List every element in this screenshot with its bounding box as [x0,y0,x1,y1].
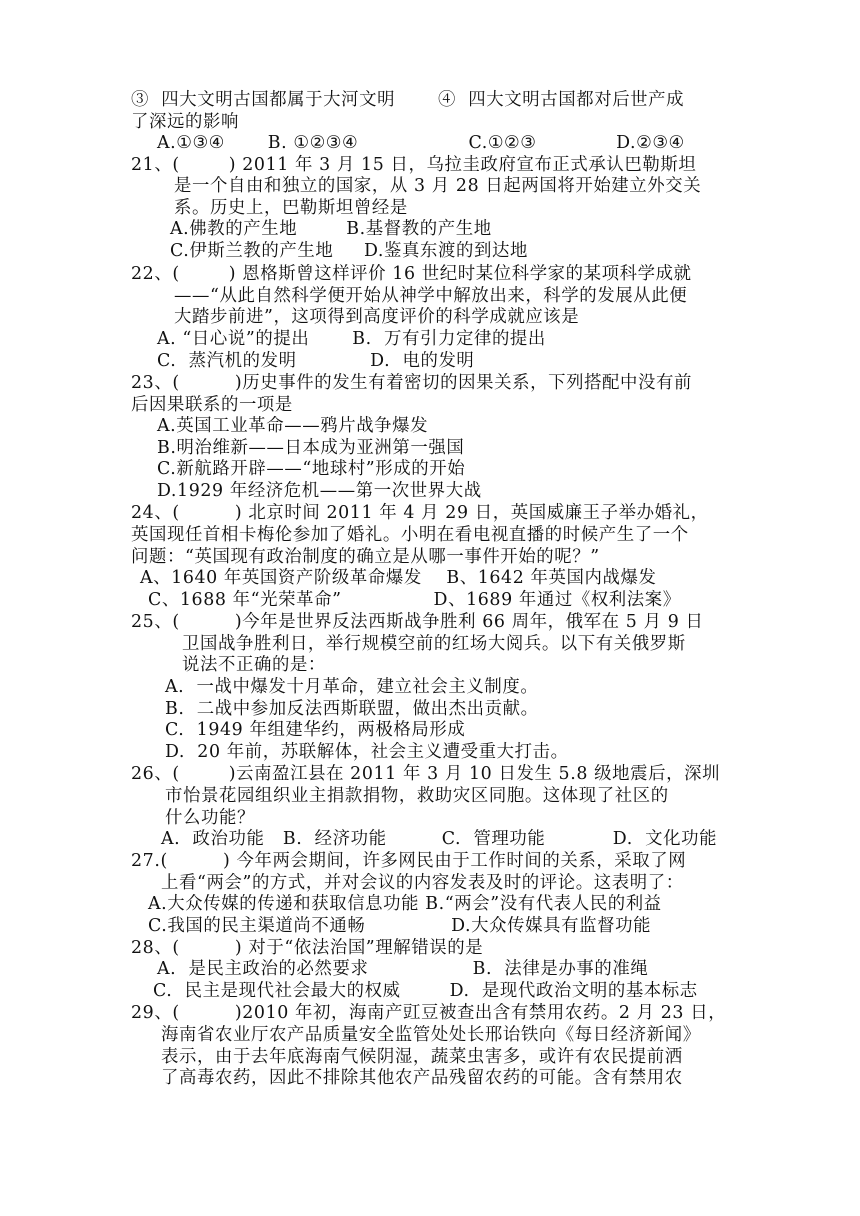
text-line: B.明治维新——日本成为亚洲第一强国 [157,438,465,458]
text-line: D.1929 年经济危机——第一次世界大战 [157,481,482,501]
text-line: 21、( ) 2011 年 3 月 15 日，乌拉圭政府宣布正式承认巴勒斯坦 [131,155,697,175]
text-line: B. 二战中参加反法西斯联盟，做出杰出贡献。 [165,699,539,719]
text-line: C. 蒸汽机的发明 D. 电的发明 [157,351,475,371]
text-line: C.新航路开辟——“地球村”形成的开始 [157,459,466,479]
text-line: ③ 四大文明古国都属于大河文明 ④ 四大文明古国都对后世产成 [131,90,685,110]
text-line: 26、( )云南盈江县在 2011 年 3 月 10 日发生 5.8 级地震后，深圳 [131,764,721,784]
text-line: 卫国战争胜利日，举行规模空前的红场大阅兵。以下有关俄罗斯 [182,634,686,654]
text-line: 市怡景花园组织业主捐款捐物，救助灾区同胞。这体现了社区的 [165,786,669,806]
text-line: A、1640 年英国资产阶级革命爆发 B、1642 年英国内战爆发 [140,568,657,588]
text-line: 系。历史上，巴勒斯坦曾经是 [174,198,408,218]
text-line: 海南省农业厅农产品质量安全监管处处长邢诒铁向《每日经济新闻》 [161,1025,701,1045]
text-line: 了深远的影响 [131,112,239,132]
text-line: C. 1949 年组建华约，两极格局形成 [165,720,466,740]
text-line: 是一个自由和独立的国家，从 3 月 28 日起两国将开始建立外交关 [174,176,702,196]
text-line: A.英国工业革命——鸦片战争爆发 [157,416,429,436]
text-line: C. 民主是现代社会最大的权威 D. 是现代政治文明的基本标志 [153,981,698,1001]
text-line: 24、( ) 北京时间 2011 年 4 月 29 日，英国威廉王子举办婚礼， [131,503,709,523]
text-line: A. 是民主政治的必然要求 B. 法律是办事的准绳 [157,959,649,979]
text-line: 什么功能？ [165,808,255,828]
text-line: 说法不正确的是： [182,655,326,675]
text-line: A. 一战中爆发十月革命，建立社会主义制度。 [165,677,539,697]
text-line: 23、( )历史事件的发生有着密切的因果关系，下列搭配中没有前 [131,373,693,393]
text-line: 了高毒农药，因此不排除其他农产品残留农药的可能。含有禁用农 [161,1068,683,1088]
text-line: 大踏步前进”，这项得到高度评价的科学成就应该是 [174,307,580,327]
text-line: C.伊斯兰教的产生地 D.鉴真东渡的到达地 [170,241,528,261]
text-line: A.佛教的产生地 B.基督教的产生地 [170,219,492,239]
text-line: 后因果联系的一项是 [131,395,293,415]
text-line: C、1688 年“光荣革命” D、1689 年通过《权利法案》 [148,590,681,610]
text-line: 22、( ) 恩格斯曾这样评价 16 世纪时某位科学家的某项科学成就 [131,264,692,284]
text-line: D. 20 年前，苏联解体，社会主义遭受重大打击。 [165,742,569,762]
text-line: A.大众传媒的传递和获取信息功能 B.“两会”没有代表人民的利益 [148,894,662,914]
text-line: 问题：“英国现有政治制度的确立是从哪一事件开始的呢？” [131,547,600,567]
text-line: 英国现任首相卡梅伦参加了婚礼。小明在看电视直播的时候产生了一个 [131,525,689,545]
text-line: 28、( ) 对于“依法治国”理解错误的是 [131,938,484,958]
text-line: 表示，由于去年底海南气候阴湿，蔬菜虫害多，或许有农民提前洒 [161,1047,683,1067]
text-line: 25、( )今年是世界反法西斯战争胜利 66 周年，俄军在 5 月 9 日 [131,612,704,632]
text-line: ——“从此自然科学便开始从神学中解放出来，科学的发展从此便 [174,286,688,306]
text-line: A. “日心说”的提出 B. 万有引力定律的提出 [157,329,546,349]
text-line: 上看“两会”的方式，并对会议的内容发表及时的评论。这表明了： [161,873,684,893]
text-line: A.①③④ B. ①②③④ C.①②③ D.②③④ [157,133,685,153]
text-line: A. 政治功能 B. 经济功能 C. 管理功能 D. 文化功能 [161,829,718,849]
text-line: 29、( )2010 年初，海南产豇豆被查出含有禁用农药。2 月 23 日， [131,1003,727,1023]
text-line: C.我国的民主渠道尚不通畅 D.大众传媒具有监督功能 [148,916,652,936]
text-line: 27.( ) 今年两会期间，许多网民由于工作时间的关系，采取了网 [131,851,687,871]
